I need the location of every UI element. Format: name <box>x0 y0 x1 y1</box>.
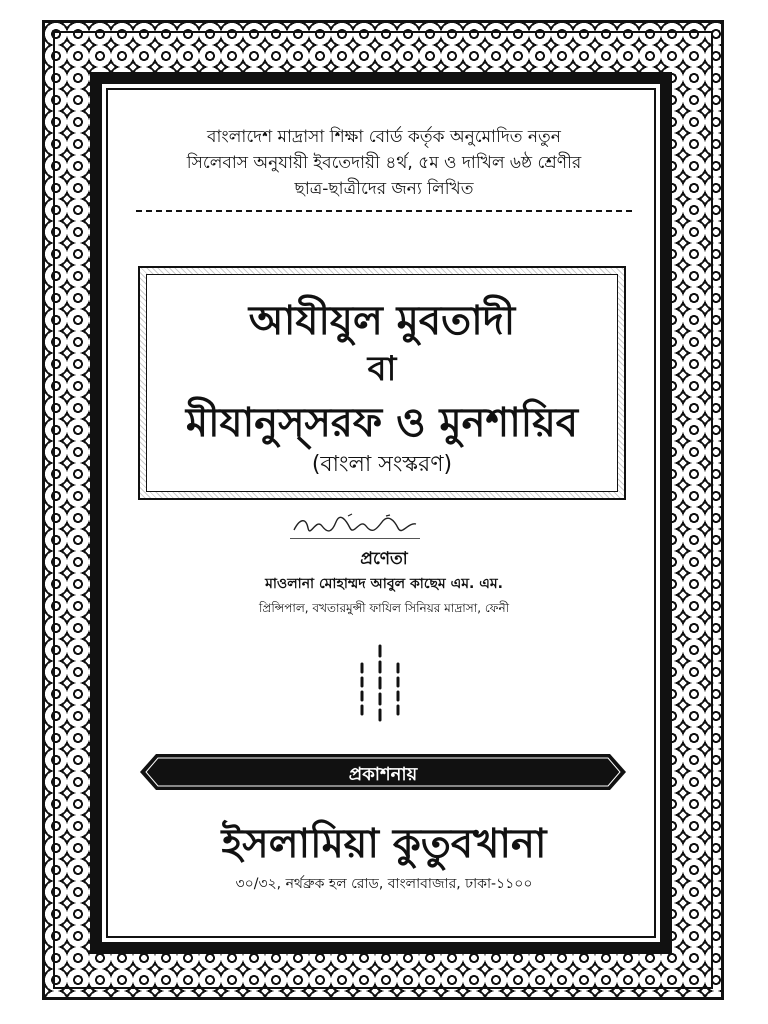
title-edition: (বাংলা সংস্করণ) <box>311 452 453 477</box>
publisher-label: প্রকাশনায় <box>348 764 418 785</box>
author-label: প্রণেতা <box>360 549 408 569</box>
handwritten-signature <box>290 512 420 539</box>
title-main: আযীযুল মুবতাদী <box>248 298 516 344</box>
title-box <box>138 266 626 500</box>
title-alternate: মীযানুস্‌সরফ ও মুনশায়িব <box>185 400 579 446</box>
vertical-divider-marks <box>350 644 410 724</box>
approval-line: বাংলাদেশ মাদ্রাসা শিক্ষা বোর্ড কর্তৃক অনুমোদিত নতুন <box>207 127 561 147</box>
publisher-address: ৩০/৩২, নর্থব্রুক হল রোড, বাংলাবাজার, ঢাকা-১১০০ <box>235 876 533 892</box>
author-description: প্রিন্সিপাল, বখতারমুন্সী ফাযিল সিনিয়র মাদ্রাসা, ফেনী <box>258 601 510 615</box>
title-conjunction: বা <box>367 349 397 389</box>
publisher-band <box>140 752 626 792</box>
dashed-divider <box>136 210 632 212</box>
approval-line: সিলেবাস অনুযায়ী ইবতেদায়ী ৪র্থ, ৫ম ও দাখিল ৬ষ্ঠ শ্রেণীর <box>186 153 582 173</box>
title-box-inner <box>146 274 618 492</box>
signature-scribble-icon <box>290 512 420 538</box>
approval-line: ছাত্র-ছাত্রীদের জন্য লিখিত <box>294 179 474 199</box>
author-name: মাওলানা মোহাম্মদ আবুল কাছেম এম. এম. <box>265 576 503 592</box>
approval-text <box>0 124 768 202</box>
publisher-name: ইসলামিয়া কুতুবখানা <box>221 821 547 867</box>
